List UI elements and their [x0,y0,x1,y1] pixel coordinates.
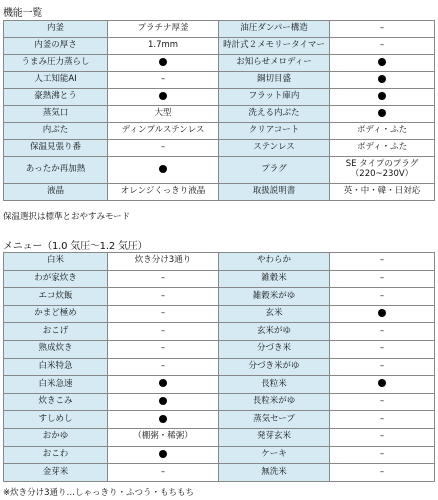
cell-text: – [160,343,166,354]
cell-text: 熟成炊き [38,343,73,354]
cell-text: ボディ・ふた [356,142,408,153]
label-cell [219,428,330,446]
available-dot-icon [378,379,386,387]
cell-text: 白米特急 [38,360,73,371]
label-cell [4,89,108,106]
value-cell [330,446,435,464]
label-cell [4,140,108,157]
label-cell [219,270,330,288]
label-cell [219,123,330,140]
cell-text: 分づき米がゆ [248,360,300,371]
available-dot-icon [378,58,386,66]
table-row [4,72,435,89]
label-cell [219,323,330,341]
cell-text: 白米急速 [38,378,73,389]
value-cell [108,323,219,341]
cell-text: 取扱説明書 [252,186,296,197]
features-table [3,20,435,201]
cell-text: – [379,325,385,336]
available-dot-icon [159,379,167,387]
cell-text: – [160,273,166,283]
value-cell [108,55,219,72]
value-cell [330,305,435,323]
cell-text: やわらか [256,255,291,266]
cell-text: – [160,290,166,301]
table-row [4,157,435,184]
label-cell [219,21,330,38]
cell-text: オレンジくっきり液晶 [120,186,206,197]
cell-text: 炊きこみ [38,396,73,407]
cell-text: 玄米がゆ [256,325,291,336]
value-cell [330,21,435,38]
cell-text: わが家炊き [34,273,77,283]
cell-text: – [379,40,385,51]
table-row [4,393,435,411]
cell-text: ディンプルステンレス [121,125,205,136]
label-cell [4,340,108,358]
table-row [4,464,435,482]
value-cell [108,288,219,306]
cell-text: おこげ [42,325,69,336]
available-dot-icon [378,92,386,100]
menu-heading: メニュー（1.0 気圧～1.2 気圧） [3,241,148,252]
cell-text: SE タイプのプラグ（220~230V） [345,159,419,179]
table-row [4,106,435,123]
cell-text: 英・中・韓・日対応 [343,186,421,197]
cell-text: プラチナ厚釜 [137,23,189,34]
value-cell [330,464,435,482]
cell-text: 1.7mm [147,40,179,51]
value-cell [330,270,435,288]
table-row [4,305,435,323]
label-cell [219,157,330,184]
label-cell [219,411,330,429]
label-cell [4,253,108,271]
cell-text: 豪熱沸とう [34,91,77,102]
available-dot-icon [159,450,167,458]
cell-text: 時計式２メモリータイマー [223,40,325,51]
table-row [4,323,435,341]
cell-text: 分づき米 [256,343,291,354]
label-cell [4,184,108,201]
cell-text: – [379,466,385,477]
cell-text: 蒸気セーブ [253,413,295,424]
table-row [4,340,435,358]
cell-text: 液晶 [46,186,64,197]
label-cell [4,305,108,323]
cell-text: お知らせメロディー [236,57,312,68]
available-dot-icon [159,415,167,423]
cell-text: 金芽米 [42,466,69,477]
features-note: 保温選択は標準とおやすみモード [3,212,131,222]
cell-text: – [160,74,166,85]
label-cell [4,288,108,306]
cell-text: 油圧ダンパー構造 [240,23,308,34]
value-cell [330,340,435,358]
cell-text: 内ぶた [42,125,69,136]
table-row [4,428,435,446]
value-cell [330,253,435,271]
label-cell [4,323,108,341]
cell-text: – [160,308,166,319]
value-cell [330,72,435,89]
available-dot-icon [378,109,386,117]
cell-text: かまど極め [34,308,77,319]
table-row [4,38,435,55]
label-cell [4,428,108,446]
label-cell [4,393,108,411]
value-cell [330,89,435,106]
cell-text: 雑穀米 [261,273,287,283]
label-cell [219,184,330,201]
cell-text: ケーキ [261,448,287,459]
cell-text: 保温見張り番 [29,142,81,153]
cell-text: 無洗米 [261,466,287,477]
features-heading: 機能一覧 [3,8,43,19]
cell-text: 炊き分け3通り [134,255,192,266]
value-cell [330,288,435,306]
cell-text: – [160,325,166,336]
cell-text: 長粒米がゆ [252,396,296,407]
table-row [4,184,435,201]
cell-text: プラグ [261,164,287,175]
cell-text: 蒸気口 [42,108,69,119]
value-cell [108,140,219,157]
table-row [4,270,435,288]
value-cell [108,106,219,123]
value-cell [330,140,435,157]
cell-text: おかゆ [42,431,69,442]
label-cell [4,123,108,140]
value-cell [108,340,219,358]
value-cell [330,376,435,394]
table-row [4,411,435,429]
cell-text: 銅切目盛 [256,74,291,85]
cell-text: – [379,448,385,459]
cell-text: ボディ・ふた [356,125,408,136]
label-cell [4,464,108,482]
cell-text: – [379,396,385,407]
table-row [4,123,435,140]
cell-text: 雑穀米がゆ [252,290,296,301]
available-dot-icon [159,397,167,405]
cell-text: すしめし [38,413,73,424]
cell-text: エコ炊飯 [38,290,73,301]
label-cell [4,446,108,464]
value-cell [108,21,219,38]
label-cell [219,72,330,89]
cell-text: – [379,273,385,283]
cell-text: フラット庫内 [248,91,300,102]
label-cell [4,358,108,376]
cell-text: – [379,23,385,34]
cell-text: あったか再加熱 [25,164,86,175]
table-row [4,358,435,376]
table-row [4,253,435,271]
value-cell [330,428,435,446]
menu-note: ※炊き分け3通り…しゃっきり・ふつう・もちもち [3,488,195,498]
value-cell [108,411,219,429]
cell-text: （棚粥・稀粥） [133,431,193,442]
cell-text: – [379,360,385,371]
cell-text: – [379,431,385,442]
table-row [4,446,435,464]
label-cell [219,253,330,271]
label-cell [4,21,108,38]
value-cell [108,157,219,184]
value-cell [330,411,435,429]
value-cell [330,106,435,123]
label-cell [219,446,330,464]
value-cell [108,446,219,464]
value-cell [108,358,219,376]
label-cell [219,38,330,55]
label-cell [219,288,330,306]
available-dot-icon [378,309,386,317]
label-cell [219,464,330,482]
value-cell [108,464,219,482]
label-cell [4,106,108,123]
available-dot-icon [159,92,167,100]
label-cell [4,38,108,55]
available-dot-icon [378,75,386,83]
value-cell [108,393,219,411]
label-cell [4,55,108,72]
cell-text: 玄米 [265,308,283,319]
cell-text: 白米 [46,255,64,266]
cell-text: – [160,142,166,153]
cell-text: – [160,466,166,477]
label-cell [4,157,108,184]
value-cell [330,323,435,341]
cell-text: – [160,360,166,371]
value-cell [108,89,219,106]
table-row [4,288,435,306]
cell-text: – [379,343,385,354]
value-cell [108,428,219,446]
table-row [4,140,435,157]
table-row [4,55,435,72]
value-cell [108,376,219,394]
value-cell [330,55,435,72]
label-cell [219,305,330,323]
cell-text: 人工知能AI [34,74,77,85]
value-cell [108,305,219,323]
value-cell [330,358,435,376]
cell-text: 長粒米 [261,378,287,389]
cell-text: – [379,290,385,301]
label-cell [219,89,330,106]
label-cell [219,358,330,376]
value-cell [108,253,219,271]
cell-text: クリアコート [248,125,300,136]
value-cell [330,184,435,201]
menu-table [3,252,435,482]
label-cell [219,340,330,358]
cell-text: 発芽玄米 [256,431,291,442]
value-cell [108,38,219,55]
value-cell [108,72,219,89]
cell-text: ステンレス [253,142,295,153]
value-cell [330,38,435,55]
table-row [4,21,435,38]
value-cell [108,123,219,140]
label-cell [4,411,108,429]
label-cell [4,376,108,394]
cell-text: 内釜 [46,23,64,34]
cell-text: – [379,255,385,266]
cell-text: 大型 [154,108,172,119]
table-row [4,376,435,394]
available-dot-icon [159,165,167,173]
value-cell [330,157,435,184]
label-cell [219,55,330,72]
label-cell [219,140,330,157]
cell-text: うまみ圧力蒸らし [21,57,90,68]
label-cell [4,270,108,288]
cell-text: – [379,413,385,424]
cell-text: おこわ [42,448,69,459]
label-cell [4,72,108,89]
cell-text: 洗える内ぶた [248,108,300,119]
value-cell [330,393,435,411]
value-cell [108,184,219,201]
label-cell [219,106,330,123]
value-cell [330,123,435,140]
label-cell [219,393,330,411]
value-cell [108,270,219,288]
cell-text: 内釜の厚さ [34,40,77,51]
available-dot-icon [159,58,167,66]
label-cell [219,376,330,394]
table-row [4,89,435,106]
